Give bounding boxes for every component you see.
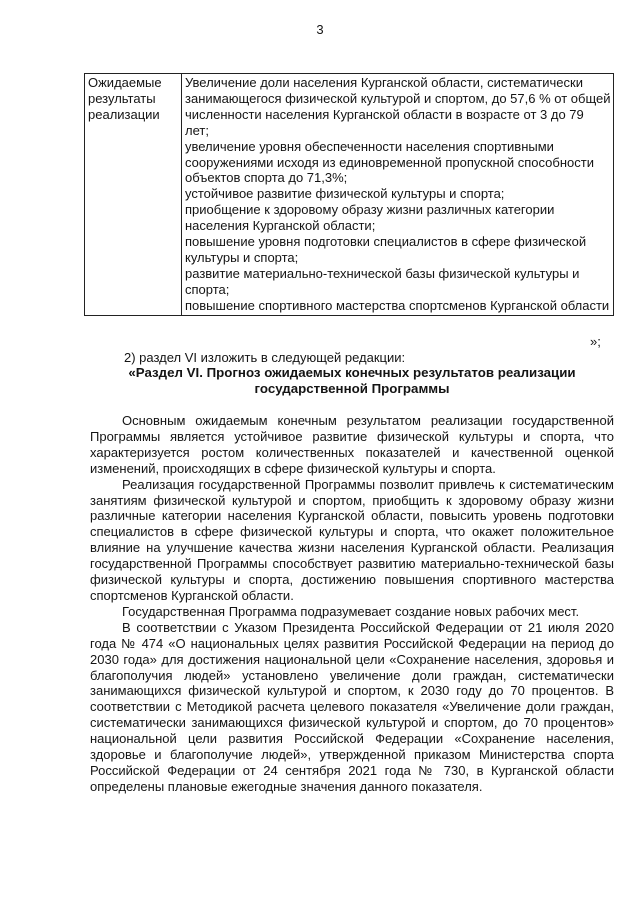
- paragraph: Основным ожидаемым конечным результатом реализации государственной Программы является устойчивое развитие физической культуры и спорта, что характеризуется ростом количественных показателей и качественной оценкой изменений, происходящих в сфере физической культуры и спорта.: [90, 413, 614, 476]
- result-item: приобщение к здоровому образу жизни различных категории населения Курганской области;: [185, 202, 555, 234]
- paragraph: Государственная Программа подразумевает создание новых рабочих мест.: [122, 603, 580, 619]
- paragraph: Реализация государственной Программы позволит привлечь к систематическим занятиям физической культурой и спортом, приобщить к здоровому образу жизни различные категории населения Курганской области, повысить уровень подготовки специалистов в сфере физической культуры и спорта, что окажет положительное влияние на улучшение качества жизни населения Курганской области. Реализация государственной Программы способствует развитию материально-технической базы физической культуры и спорта, достижению повышения спортивного мастерства спортсменов Курганской области.: [90, 476, 614, 603]
- result-item: развитие материально-технической базы физической культуры и спорта;: [185, 265, 580, 297]
- section-title: «Раздел VI. Прогноз ожидаемых конечных результатов реализации государственной Программы: [128, 365, 576, 396]
- closing-quote: »;: [590, 334, 601, 349]
- result-item: устойчивое развитие физической культуры и спорта;: [185, 186, 505, 202]
- page-number: 3: [316, 22, 324, 37]
- table-row: [85, 74, 614, 316]
- expected-results-table: [84, 73, 614, 316]
- result-item: повышение уровня подготовки специалистов в сфере физической культуры и спорта;: [185, 234, 587, 265]
- body-text: [90, 413, 614, 795]
- paragraph: В соответствии с Указом Президента Российской Федерации от 21 июля 2020 года № 474 «О национальных целях развития Российской Федерации на период до 2030 года» для достижения национальной цели «Сохранение населения, здоровья и благополучия людей» установлено увеличение доли граждан, систематически занимающихся физической культурой и спортом, к 2030 году до 70 процентов. В соответствии с Методикой расчета целевого показателя «Увеличение доли граждан, систематически занимающихся физической культурой и спортом, до 70 процентов» национальной цели развития Российской Федерации «Сохранение населения, здоровье и благополучие людей», утвержденной приказом Министерства спорта Российской Федерации от 24 сентября 2021 года № 730, в Курганской области определены плановые ежегодные значения данного показателя.: [90, 619, 614, 794]
- result-item: Увеличение доли населения Курганской области, систематически занимающегося физической культурой и спортом, до 57,6 % от общей численности населения Курганской области в возрасте от 3 до 79 лет;: [185, 75, 611, 138]
- amendment-line: 2) раздел VI изложить в следующей редакции:: [124, 350, 406, 365]
- table-content-cell: [182, 74, 614, 316]
- table-label-cell: Ожидаемые результаты реализации: [85, 74, 182, 316]
- result-item: увеличение уровня обеспеченности населения спортивными сооружениями исходя из единовременной пропускной способности объектов спорта до 71,3%;: [185, 138, 594, 186]
- result-item: повышение спортивного мастерства спортсменов Курганской области: [185, 297, 610, 313]
